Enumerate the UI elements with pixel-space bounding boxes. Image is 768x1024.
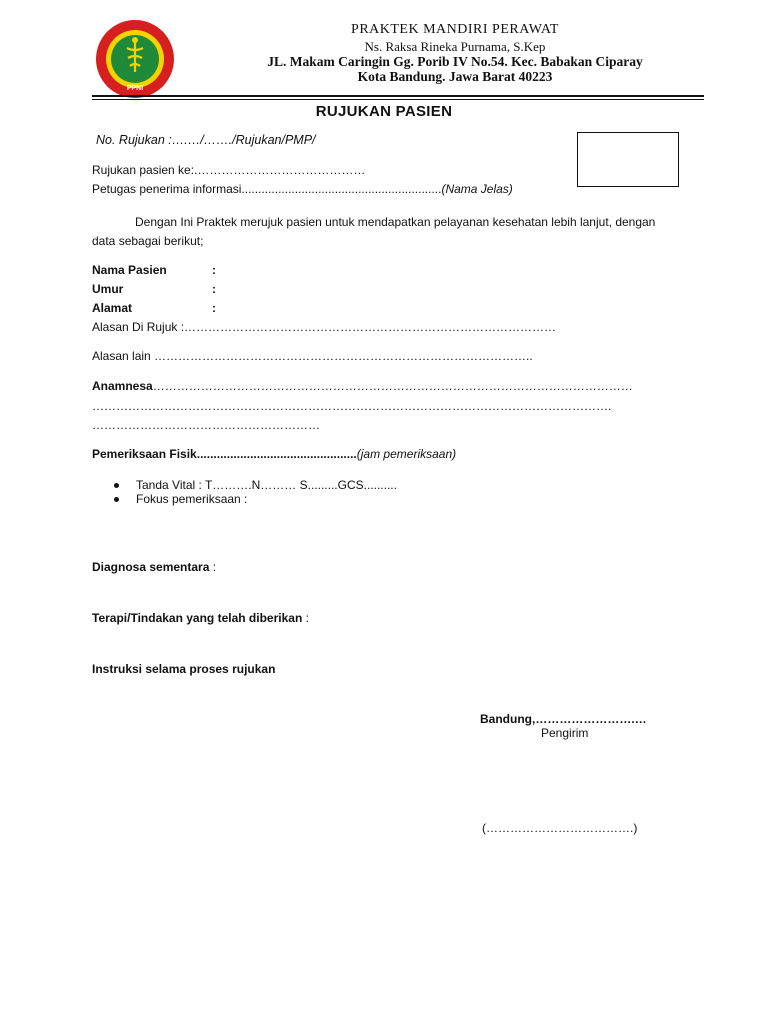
bullet-icon — [114, 497, 119, 502]
nama-pasien-label: Nama Pasien — [92, 263, 167, 277]
intro-line-2: data sebagai berikut; — [92, 234, 204, 248]
signature-place-date: Bandung,…………………….… — [480, 712, 647, 726]
alasan-lain: Alasan lain ………………………………………………………………………………….. — [92, 349, 533, 363]
diagnosa-colon: : — [209, 560, 217, 574]
pemeriksaan-note: (jam pemeriksaan) — [356, 447, 457, 461]
diagnosa-label: Diagnosa sementara — [92, 560, 210, 574]
nama-pasien-colon: : — [212, 263, 216, 277]
header-rule-thick — [92, 95, 704, 97]
fokus-pemeriksaan: Fokus pemeriksaan : — [136, 492, 248, 506]
terapi-colon: : — [302, 611, 309, 625]
photo-box — [577, 132, 679, 187]
rujukan-ke: Rujukan pasien ke:.…………………………………… — [92, 163, 366, 177]
owner-name: Ns. Raksa Rineka Purnama, S.Kep — [364, 39, 546, 54]
anamnesa-label: Anamnesa — [92, 379, 153, 393]
terapi-label: Terapi/Tindakan yang telah diberikan — [92, 611, 303, 625]
city: Kota Bandung. Jawa Barat 40223 — [357, 69, 553, 84]
alasan-dirujuk: Alasan Di Rujuk :………………………………………………………………………………… — [92, 320, 557, 334]
pemeriksaan-line — [92, 447, 456, 461]
anamnesa-line-1 — [92, 379, 633, 393]
logo-abbr: PPNI — [126, 85, 144, 92]
ppni-logo — [94, 18, 176, 100]
petugas-line — [92, 182, 513, 196]
signature-name-line: (……………………………….) — [482, 821, 638, 835]
umur-label: Umur — [92, 282, 124, 296]
no-rujukan: No. Rujukan :….…/……./Rujukan/PMP/ — [96, 133, 316, 147]
address: JL. Makam Caringin Gg. Porib IV No.54. Kec. Babakan Ciparay — [267, 54, 643, 69]
petugas-label: Petugas penerima informasi............................................................ — [92, 182, 442, 196]
diagnosa-line — [92, 560, 216, 574]
anamnesa-line-3: ………………………………………………… — [92, 418, 320, 432]
pemeriksaan-label: Pemeriksaan Fisik................................................ — [92, 447, 357, 461]
anamnesa-line-2: …………………………………………………………………………………………………………………. — [92, 399, 612, 413]
instruksi-label: Instruksi selama proses rujukan — [92, 662, 276, 676]
intro-line-1: Dengan Ini Praktek merujuk pasien untuk mendapatkan pelayanan kesehatan lebih lanjut, dengan — [135, 215, 656, 229]
alamat-label: Alamat — [92, 301, 133, 315]
header-rule-thin — [92, 99, 704, 100]
alamat-colon: : — [212, 301, 216, 315]
org-name: PRAKTEK MANDIRI PERAWAT — [351, 22, 559, 37]
tanda-vital: Tanda Vital : T……….N……… S.........GCS.......... — [136, 478, 397, 492]
bullet-icon — [114, 483, 119, 488]
anamnesa-dots: ………………………………………………………………………………………………………… — [152, 379, 633, 393]
umur-colon: : — [212, 282, 216, 296]
page-title: RUJUKAN PASIEN — [315, 103, 453, 120]
terapi-line — [92, 611, 309, 625]
signature-role: Pengirim — [541, 726, 589, 740]
petugas-note: (Nama Jelas) — [441, 182, 513, 196]
